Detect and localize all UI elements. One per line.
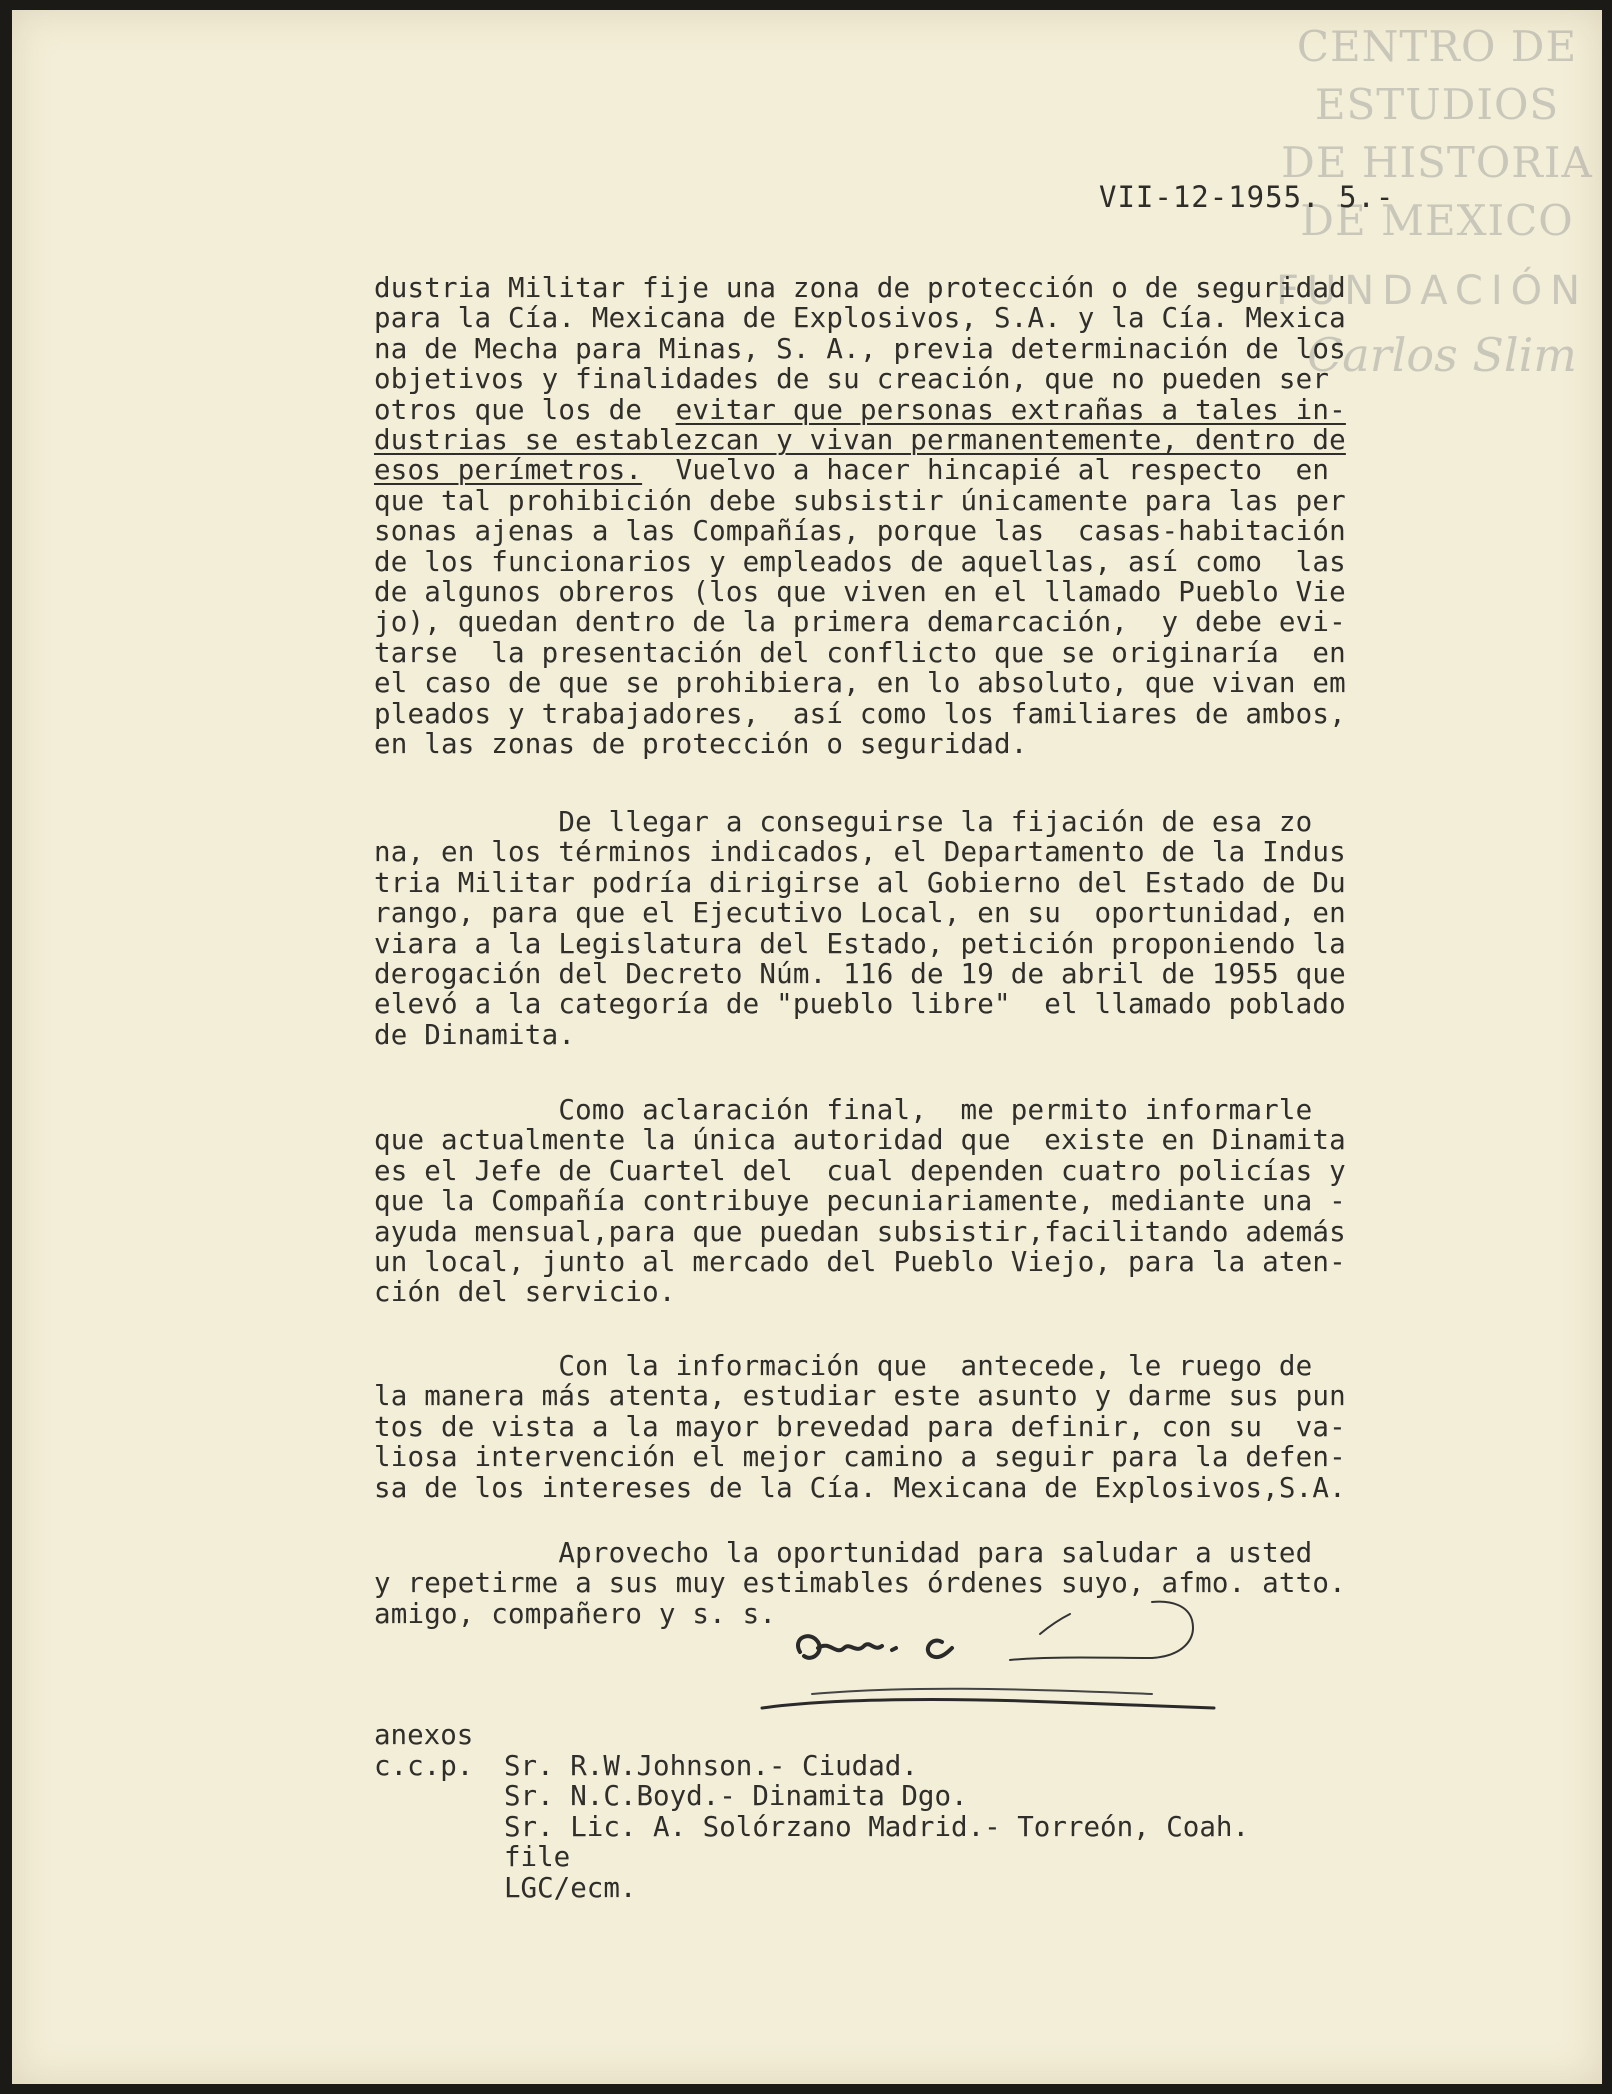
text-line: Con la información que antecede, le ruego de	[374, 1350, 1313, 1382]
text-line: que la Compañía contribuye pecuniariamente, mediante una -	[374, 1185, 1346, 1218]
text-line: sa de los intereses de la Cía. Mexicana de Explosivos,S.A.	[374, 1471, 1346, 1504]
reference-initials: LGC/ecm.	[504, 1871, 637, 1904]
text-line: viara a la Legislatura del Estado, petición proponiendo la	[374, 927, 1346, 960]
text-line: de los funcionarios y empleados de aquellas, así como las	[374, 545, 1346, 578]
text-line: y repetirme a sus muy estimables órdenes suyo, afmo. atto.	[374, 1567, 1346, 1600]
watermark-line: ESTUDIOS	[1314, 80, 1560, 129]
text-line: De llegar a conseguirse la fijación de esa zo	[374, 806, 1313, 838]
watermark-foundation: FUNDACIÓN	[1275, 268, 1589, 314]
watermark-line: DE HISTORIA	[1281, 138, 1593, 187]
text-line	[374, 425, 1474, 455]
paragraph-final-clarification	[374, 1095, 1474, 1308]
text-line: ayuda mensual,para que puedan subsistir,facilitando además	[374, 1215, 1346, 1248]
underlined-text: evitar que personas extrañas a tales in-	[675, 393, 1346, 426]
text-line: ción del servicio.	[374, 1276, 676, 1309]
text-segment: otros que los de	[374, 393, 676, 426]
text-line: el caso de que se prohibiera, en lo absoluto, que vivan em	[374, 667, 1346, 700]
text-line: rango, para que el Ejecutivo Local, en su oportunidad, en	[374, 897, 1346, 930]
page-reference: VII-12-1955. 5.-	[1099, 180, 1395, 214]
text-line: na de Mecha para Minas, S. A., previa determinación de los	[374, 332, 1346, 365]
text-line: Como aclaración final, me permito informarle	[374, 1094, 1313, 1126]
cc-row	[374, 1812, 1249, 1842]
paragraph-protection-zone	[374, 273, 1474, 760]
text-line: un local, junto al mercado del Pueblo Viejo, para la aten-	[374, 1246, 1346, 1279]
text-line: elevó a la categoría de "pueblo libre" el llamado poblado	[374, 988, 1346, 1021]
text-line: dustria Militar fije una zona de protección o de seguridad	[374, 272, 1346, 304]
text-line: la manera más atenta, estudiar este asunto y darme sus pun	[374, 1380, 1346, 1413]
text-line: que actualmente la única autoridad que existe en Dinamita	[374, 1124, 1346, 1157]
text-line: en las zonas de protección o seguridad.	[374, 728, 1028, 761]
text-line: de Dinamita.	[374, 1018, 576, 1051]
document-page	[12, 10, 1602, 2084]
cc-row	[374, 1873, 1249, 1903]
text-segment: Vuelvo a hacer hincapié al respecto en	[642, 454, 1330, 487]
text-line: pleados y trabajadores, así como los familiares de ambos,	[374, 697, 1346, 730]
text-line: tos de vista a la mayor brevedad para definir, con su va-	[374, 1410, 1346, 1443]
watermark-signature: Carlos Slim	[1307, 328, 1577, 382]
carbon-copy-list	[374, 1751, 1249, 1903]
cc-recipient: Sr. R.W.Johnson.- Ciudad.	[504, 1750, 918, 1782]
handwritten-signature	[752, 1590, 1232, 1740]
text-line: tarse la presentación del conflicto que se originaría en	[374, 636, 1346, 669]
text-line: para la Cía. Mexicana de Explosivos, S.A. y la Cía. Mexica	[374, 302, 1346, 335]
text-line: amigo, compañero y s. s.	[374, 1597, 777, 1630]
archive-watermark	[1272, 10, 1602, 250]
cc-label: c.c.p.	[374, 1750, 474, 1782]
watermark-line: DE MEXICO	[1300, 196, 1574, 245]
paragraph-derogation	[374, 807, 1474, 1050]
text-line: derogación del Decreto Núm. 116 de 19 de abril de 1955 que	[374, 958, 1346, 991]
underlined-text: dustrias se establezcan y vivan permanentemente, dentro de	[374, 424, 1346, 457]
cc-recipient: Sr. Lic. A. Solórzano Madrid.- Torreón, Coah.	[504, 1810, 1250, 1843]
text-line: sonas ajenas a las Compañías, porque las casas-habitación	[374, 515, 1346, 548]
text-line: tria Militar podría dirigirse al Gobierno del Estado de Du	[374, 866, 1346, 899]
text-line: liosa intervención el mejor camino a seguir para la defen-	[374, 1441, 1346, 1474]
text-line: de algunos obreros (los que viven en el llamado Pueblo Vie	[374, 576, 1346, 609]
text-line	[374, 455, 1474, 485]
underlined-text: esos perímetros.	[374, 454, 643, 487]
cc-recipient: Sr. N.C.Boyd.- Dinamita Dgo.	[504, 1780, 968, 1813]
enclosures-label: anexos	[374, 1719, 474, 1751]
watermark-line: CENTRO DE	[1296, 22, 1578, 71]
text-line: jo), quedan dentro de la primera demarcación, y debe evi-	[374, 606, 1346, 639]
text-line: que tal prohibición debe subsistir únicamente para las per	[374, 484, 1346, 517]
text-line: na, en los términos indicados, el Departamento de la Indus	[374, 836, 1346, 869]
text-line: es el Jefe de Cuartel del cual dependen cuatro policías y	[374, 1154, 1346, 1187]
cc-row	[374, 1781, 1249, 1811]
cc-row	[374, 1751, 1249, 1781]
cc-file: file	[504, 1841, 571, 1874]
paragraph-request	[374, 1351, 1474, 1503]
text-line: Aprovecho la oportunidad para saludar a usted	[374, 1537, 1313, 1569]
text-line	[374, 395, 1474, 425]
text-line: objetivos y finalidades de su creación, que no pueden ser	[374, 363, 1330, 396]
cc-row	[374, 1842, 1249, 1872]
